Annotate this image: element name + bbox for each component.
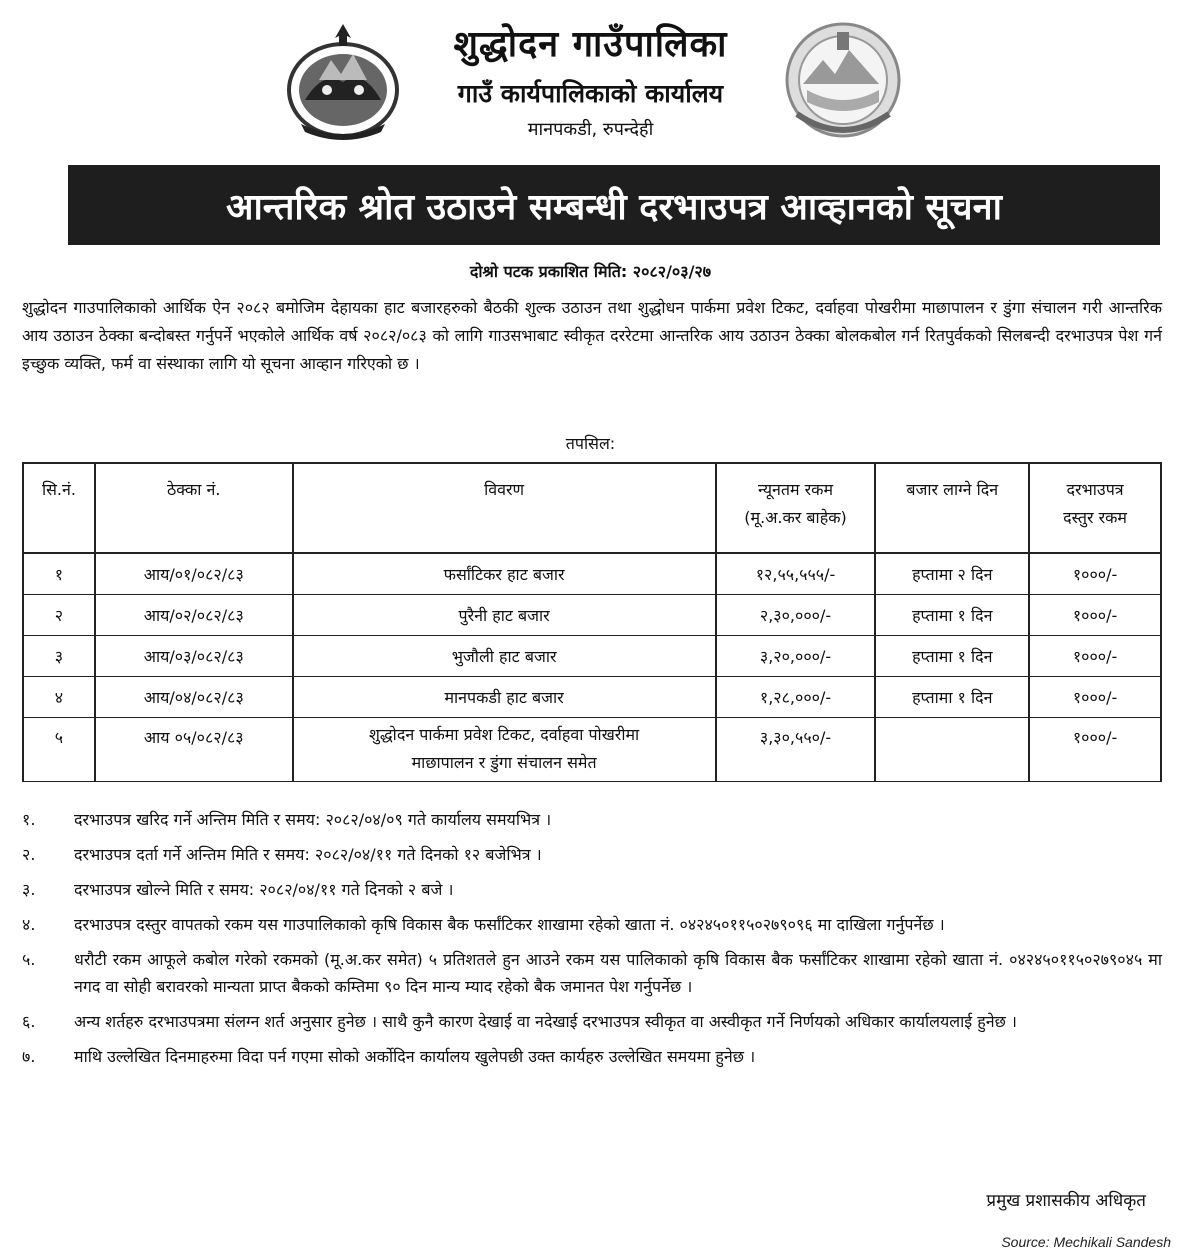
cell-description: पुरैनी हाट बजार	[293, 594, 716, 635]
list-item	[22, 1008, 1162, 1035]
cell-fee: १०००/-	[1029, 553, 1161, 594]
cell-description: भुजौली हाट बजार	[293, 635, 716, 676]
org-name: शुद्धोदन गाउँपालिका	[453, 24, 728, 65]
description-line1: शुद्धोदन पार्कमा प्रवेश टिकट, दर्वाहवा पोखरीमा	[369, 725, 640, 744]
cell-description: मानपकडी हाट बजार	[293, 676, 716, 717]
cell-contract-no: आय/०१/०८२/८३	[95, 553, 293, 594]
publish-date: दोश्रो पटक प्रकाशित मिति: २०८२/०३/२७	[469, 262, 712, 281]
cell-sn: २	[23, 594, 95, 635]
contract-table	[22, 462, 1162, 782]
cell-contract-no: आय ०५/०८२/८३	[95, 717, 293, 781]
col-header-min-amount	[716, 463, 876, 553]
list-item	[22, 1043, 1162, 1070]
description-line2: माछापालन र डुंगा संचालन समेत	[411, 753, 597, 772]
cell-min-amount: ३,२०,०००/-	[716, 635, 876, 676]
table-row	[23, 553, 1161, 594]
cell-description	[293, 717, 716, 781]
fee-header-line1: दरभाउपत्र	[1066, 480, 1124, 499]
list-item	[22, 806, 1162, 833]
cell-market-days: हप्तामा १ दिन	[875, 676, 1029, 717]
list-item	[22, 876, 1162, 903]
cell-market-days: हप्तामा २ दिन	[875, 553, 1029, 594]
cell-sn: ३	[23, 635, 95, 676]
table-row	[23, 594, 1161, 635]
notice-title-banner	[68, 165, 1160, 245]
intro-paragraph: शुद्धोदन गाउपालिकाको आर्थिक ऐन २०८२ बमोजिम देहायका हाट बजारहरुको बैठकी शुल्क उठाउन तथा शुद्धोधन पार्कमा प्रवेश टिकट, दर्वाहवा पोखरीमा माछापालन र डुंगा संचालन गरी आन्तरिक आय उठाउन ठेक्का बन्दोबस्त गर्नुपर्ने भएकोले आर्थिक वर्ष २०८२/०८३ को लागि गाउसभाबाट स्वीकृत दररेटमा आन्तरिक आय उठाउन ठेक्का बोलकबोल गर्न रितपुर्वकको सिलबन्दी दरभाउपत्र पेश गर्न इच्छुक व्यक्ति, फर्म वा संस्थाका लागि यो सूचना आव्हान गरिएको छ ।	[22, 298, 1162, 373]
list-item-number: ६.	[22, 1012, 36, 1031]
cell-fee: १०००/-	[1029, 594, 1161, 635]
cell-market-days: हप्तामा १ दिन	[875, 635, 1029, 676]
office-address: मानपकडी, रुपन्देही	[527, 119, 654, 140]
table-row	[23, 676, 1161, 717]
col-header-sn: सि.नं.	[23, 463, 95, 553]
col-header-description: विवरण	[293, 463, 716, 553]
cell-sn: ४	[23, 676, 95, 717]
list-item-text: दरभाउपत्र दर्ता गर्ने अन्तिम मिति र समय: २०८२/०४/११ गते दिनको १२ बजेभित्र ।	[74, 845, 542, 864]
col-header-fee	[1029, 463, 1161, 553]
cell-contract-no: आय/०२/०८२/८३	[95, 594, 293, 635]
cell-contract-no: आय/०३/०८२/८३	[95, 635, 293, 676]
list-item-number: ७.	[22, 1047, 36, 1066]
table-header-row	[23, 463, 1161, 553]
list-item-text: दरभाउपत्र खोल्ने मिति र समय: २०८२/०४/११ गते दिनको २ बजे ।	[74, 880, 454, 899]
fee-header-line2: दस्तुर रकम	[1063, 508, 1127, 527]
cell-min-amount: १,२८,०००/-	[716, 676, 876, 717]
list-item-number: ४.	[22, 915, 36, 934]
source-credit: Source: Mechikali Sandesh	[1001, 1234, 1171, 1250]
cell-min-amount: ३,३०,५५०/-	[716, 717, 876, 781]
cell-description: फर्सांटिकर हाट बजार	[293, 553, 716, 594]
conditions-list	[22, 806, 1162, 1078]
min-amount-header-line1: न्यूनतम रकम	[757, 480, 834, 499]
cell-min-amount: २,३०,०००/-	[716, 594, 876, 635]
list-item-number: ५.	[22, 950, 36, 969]
list-item-text: दरभाउपत्र दस्तुर वापतको रकम यस गाउपालिकाको कृषि विकास बैक फर्सांटिकर शाखामा रहेको खाता नं. ०४२४५०११५०२७९०९६ मा दाखिला गर्नुपर्नेछ ।	[74, 915, 945, 934]
list-item-number: २.	[22, 845, 36, 864]
details-label: तपसिल:	[565, 434, 616, 453]
table-row	[23, 717, 1161, 781]
cell-market-days	[875, 717, 1029, 781]
cell-sn: ५	[23, 717, 95, 781]
min-amount-header-line2: (मू.अ.कर बाहेक)	[744, 508, 847, 527]
cell-fee: १०००/-	[1029, 717, 1161, 781]
cell-fee: १०००/-	[1029, 676, 1161, 717]
list-item-number: ३.	[22, 880, 36, 899]
notice-title: आन्तरिक श्रोत उठाउने सम्बन्धी दरभाउपत्र आव्हानको सूचना	[226, 186, 1002, 228]
col-header-market-days: बजार लाग्ने दिन	[875, 463, 1029, 553]
list-item	[22, 841, 1162, 868]
list-item-text: अन्य शर्तहरु दरभाउपत्रमा संलग्न शर्त अनुसार हुनेछ । साथै कुनै कारण देखाई वा नदेखाई दरभाउपत्र स्वीकृत वा अस्वीकृत गर्ने निर्णयको अधिकार कार्यालयलाई हुनेछ ।	[74, 1012, 1017, 1031]
cell-fee: १०००/-	[1029, 635, 1161, 676]
office-name: गाउँ कार्यपालिकाको कार्यालय	[457, 79, 724, 108]
cell-contract-no: आय/०४/०८२/८३	[95, 676, 293, 717]
table-row	[23, 635, 1161, 676]
list-item	[22, 911, 1162, 938]
list-item-text: दरभाउपत्र खरिद गर्ने अन्तिम मिति र समय: २०८२/०४/०९ गते कार्यालय समयभित्र ।	[74, 810, 552, 829]
cell-min-amount: १२,५५,५५५/-	[716, 553, 876, 594]
signature-title: प्रमुख प्रशासकीय अधिकृत	[986, 1191, 1146, 1211]
list-item-number: १.	[22, 810, 36, 829]
letterhead	[0, 0, 1181, 160]
list-item-text: धरौटी रकम आफूले कबोल गरेको रकमको (मू.अ.कर समेत) ५ प्रतिशतले हुन आउने रकम यस पालिकाको कृषि विकास बैक फर्सांटिकर शाखामा रहेको खाता नं. ०४२४५०११५०२७९०४५ मा नगद वा सोही बरावरको मान्यता प्राप्त बैकको कम्तिमा ९० दिन मान्य म्याद रहेको बैक जमानत पेश गर्नुपर्नेछ ।	[74, 950, 1162, 996]
cell-sn: १	[23, 553, 95, 594]
list-item-text: माथि उल्लेखित दिनमाहरुमा विदा पर्न गएमा सोको अर्कोदिन कार्यालय खुलेपछी उक्त कार्यहरु उल्लेखित समयमा हुनेछ ।	[74, 1047, 756, 1066]
list-item	[22, 946, 1162, 1000]
col-header-contract-no: ठेक्का नं.	[95, 463, 293, 553]
municipality-logo-icon	[783, 20, 903, 140]
cell-market-days: हप्तामा १ दिन	[875, 594, 1029, 635]
